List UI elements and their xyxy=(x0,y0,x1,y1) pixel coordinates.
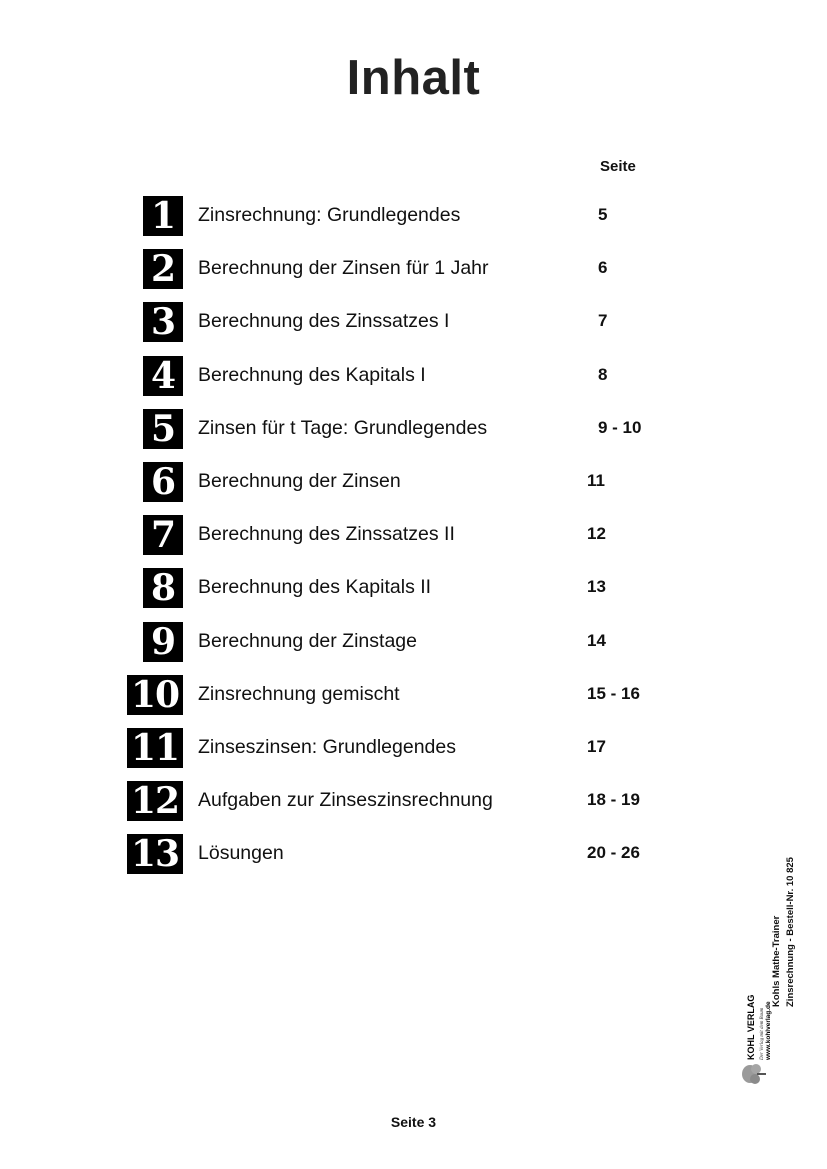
chapter-title: Berechnung des Kapitals II xyxy=(198,576,432,598)
chapter-title: Zinsrechnung gemischt xyxy=(198,683,400,705)
book-order-line: Zinsrechnung - Bestell-Nr. 10 825 xyxy=(785,857,796,1007)
chapter-title: Berechnung des Zinssatzes II xyxy=(198,523,455,545)
toc-row xyxy=(0,781,827,825)
chapter-number-badge: 6 xyxy=(143,462,183,502)
chapter-page-range: 8 xyxy=(598,365,608,384)
chapter-number-badge: 5 xyxy=(143,409,183,449)
toc-row xyxy=(0,462,827,506)
chapter-number-badge: 11 xyxy=(127,728,183,768)
publisher-website: www.kohlverlag.de xyxy=(765,1001,772,1060)
chapter-number-badge: 3 xyxy=(143,302,183,342)
chapter-page-range: 7 xyxy=(598,311,608,330)
chapter-number-badge: 12 xyxy=(127,781,183,821)
toc-row xyxy=(0,249,827,293)
page-title: Inhalt xyxy=(346,51,481,105)
chapter-page-range: 14 xyxy=(587,631,606,650)
publisher-logo-name: KOHL VERLAG xyxy=(746,994,756,1060)
chapter-page-range: 5 xyxy=(598,205,608,224)
publisher-logo-tagline: Der Verlag mit dem Baum xyxy=(760,1007,765,1060)
chapter-number-badge: 13 xyxy=(127,834,183,874)
toc-row xyxy=(0,622,827,666)
chapter-page-range: 18 - 19 xyxy=(587,790,640,809)
chapter-page-range: 20 - 26 xyxy=(587,843,640,862)
page-column-header: Seite xyxy=(600,158,636,175)
chapter-page-range: 6 xyxy=(598,258,608,277)
series-name: Kohls Mathe-Trainer xyxy=(771,915,782,1007)
publisher-logo xyxy=(737,994,772,1085)
chapter-title: Zinseszinsen: Grundlegendes xyxy=(198,736,456,758)
publisher-sidebar-text xyxy=(737,840,797,1085)
tree-icon xyxy=(737,994,772,1085)
chapter-title: Berechnung der Zinsen xyxy=(198,470,401,492)
chapter-title: Berechnung des Zinssatzes I xyxy=(198,310,450,332)
chapter-title: Aufgaben zur Zinseszinsrechnung xyxy=(198,789,493,811)
page-number-footer: Seite 3 xyxy=(390,1114,437,1130)
toc-row xyxy=(0,409,827,453)
chapter-title: Zinsen für t Tage: Grundlegendes xyxy=(198,417,488,439)
toc-row xyxy=(0,834,827,878)
toc-row xyxy=(0,196,827,240)
toc-row xyxy=(0,515,827,559)
toc-row xyxy=(0,356,827,400)
chapter-page-range: 15 - 16 xyxy=(587,684,640,703)
chapter-number-badge: 8 xyxy=(143,568,183,608)
chapter-number-badge: 10 xyxy=(127,675,183,715)
toc-row xyxy=(0,568,827,612)
chapter-number-badge: 1 xyxy=(143,196,183,236)
toc-row xyxy=(0,302,827,346)
chapter-page-range: 9 - 10 xyxy=(598,418,642,437)
chapter-page-range: 13 xyxy=(587,577,606,596)
chapter-number-badge: 7 xyxy=(143,515,183,555)
chapter-number-badge: 2 xyxy=(143,249,183,289)
chapter-title: Berechnung der Zinsen für 1 Jahr xyxy=(198,257,489,279)
chapter-title: Berechnung des Kapitals I xyxy=(198,364,426,386)
chapter-number-badge: 4 xyxy=(143,356,183,396)
chapter-title: Zinsrechnung: Grundlegendes xyxy=(198,204,461,226)
chapter-number-badge: 9 xyxy=(143,622,183,662)
chapter-page-range: 12 xyxy=(587,524,606,543)
toc-row xyxy=(0,675,827,719)
publisher-sidebar xyxy=(737,840,797,1085)
chapter-page-range: 17 xyxy=(587,737,606,756)
toc-row xyxy=(0,728,827,772)
chapter-page-range: 11 xyxy=(587,471,605,490)
chapter-title: Berechnung der Zinstage xyxy=(198,630,417,652)
chapter-title: Lösungen xyxy=(198,842,284,864)
